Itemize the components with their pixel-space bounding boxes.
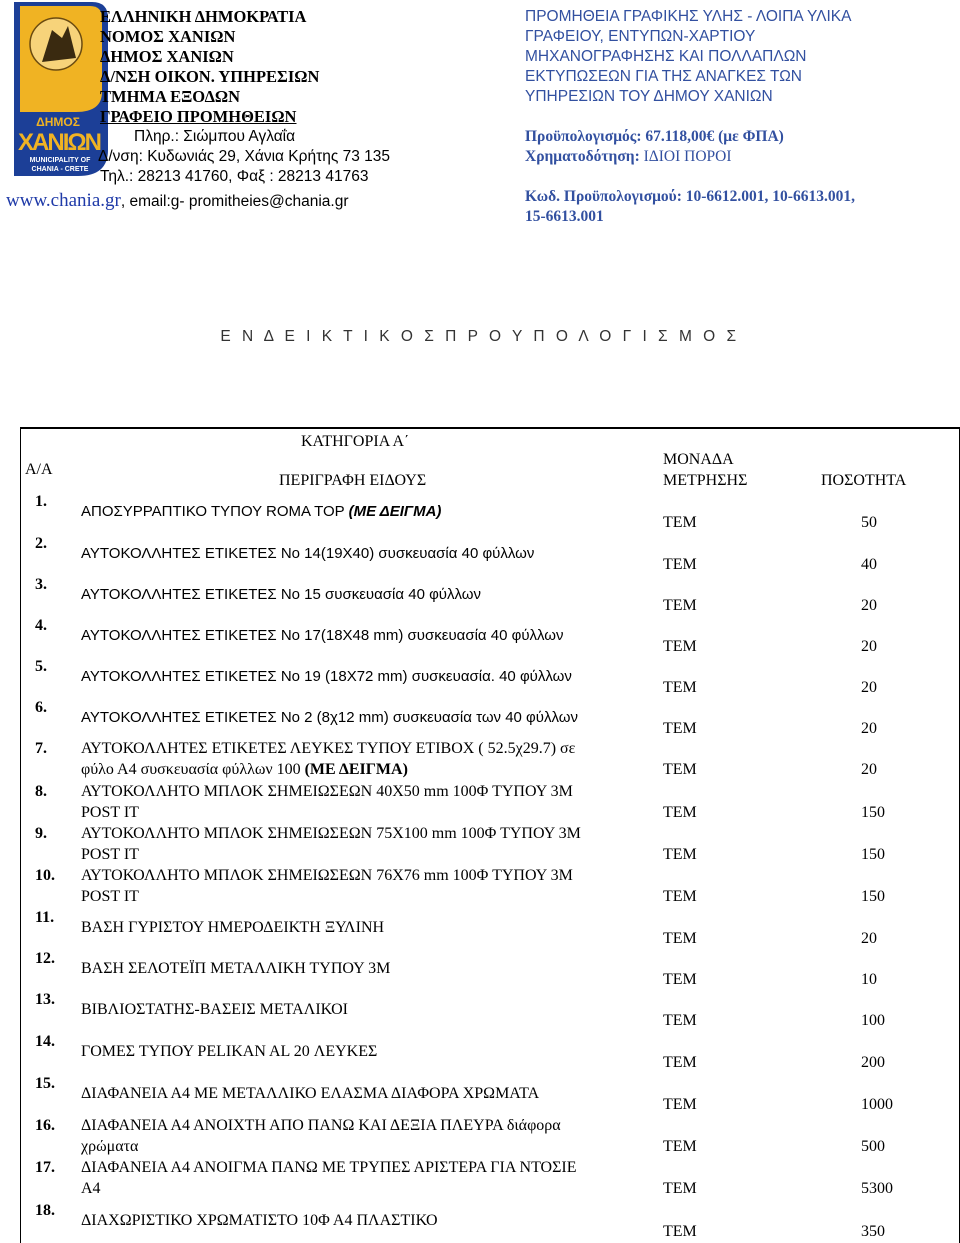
website-link[interactable]: www.chania.gr xyxy=(6,190,121,211)
row-quantity: 40 xyxy=(861,556,877,573)
row-description: ΑΠΟΣΥΡΡΑΠΤΙΚΟ ΤΥΠΟΥ ROMA TOP (ΜΕ ΔΕΙΓΜΑ) xyxy=(81,503,442,520)
row-description: ΑΥΤΟΚΟΛΛΗΤΟ ΜΠΛΟΚ ΣΗΜΕΙΩΣΕΩΝ 75Χ100 mm 100Φ ΤΥΠΟΥ 3Μ xyxy=(81,825,581,842)
row-quantity: 20 xyxy=(861,720,877,737)
svg-text:CHANIA - CRETE: CHANIA - CRETE xyxy=(31,166,89,173)
row-number: 1. xyxy=(35,493,47,510)
department-line: ΤΜΗΜΑ ΕΞΟΔΩΝ xyxy=(100,87,241,106)
row-description-line-2: φύλο Α4 συσκευασία φύλλων 100 (ΜΕ ΔΕΙΓΜΑ) xyxy=(81,761,408,778)
row-unit: ΤΕΜ xyxy=(663,888,697,905)
col-aa-header: Α/Α xyxy=(25,461,53,478)
row-unit: ΤΕΜ xyxy=(663,971,697,988)
budget-label: Προϋπολογισμός: xyxy=(525,128,642,145)
row-description: ΔΙΑΦΑΝΕΙΑ Α4 ΜΕ ΜΕΤΑΛΛΙΚΟ ΕΛΑΣΜΑ ΔΙΑΦΟΡΑ ΧΡΩΜΑΤΑ xyxy=(81,1085,540,1102)
row-unit: ΤΕΜ xyxy=(663,1096,697,1113)
svg-text:MUNICIPALITY OF: MUNICIPALITY OF xyxy=(29,157,91,164)
procurement-title-5: ΥΠΗΡΕΣΙΩΝ ΤΟΥ ΔΗΜΟΥ ΧΑΝΙΩΝ xyxy=(525,88,773,105)
row-number: 11. xyxy=(35,909,55,926)
row-description: ΑΥΤΟΚΟΛΛΗΤΕΣ ΕΤΙΚΕΤΕΣ Νο 19 (18Χ72 mm) συσκευασία. 40 φύλλων xyxy=(81,668,572,685)
row-number: 16. xyxy=(35,1117,55,1134)
row-description: ΑΥΤΟΚΟΛΛΗΤΕΣ ΕΤΙΚΕΤΕΣ Νο 2 (8χ12 mm) συσκευασία των 40 φύλλων xyxy=(81,709,578,726)
row-number: 9. xyxy=(35,825,47,842)
row-quantity: 5300 xyxy=(861,1180,893,1197)
row-description: ΔΙΑΦΑΝΕΙΑ Α4 ΑΝΟΙΧΤΗ ΑΠΟ ΠΑΝΩ ΚΑΙ ΔΕΞΙΑ ΠΛΕΥΡΑ διάφορα xyxy=(81,1117,561,1134)
row-unit: ΤΕΜ xyxy=(663,930,697,947)
row-quantity: 150 xyxy=(861,888,885,905)
row-quantity: 500 xyxy=(861,1138,885,1155)
row-unit: ΤΕΜ xyxy=(663,1180,697,1197)
phone-fax-line: Τηλ.: 28213 41760, Φαξ : 28213 41763 xyxy=(100,168,369,185)
row-number: 2. xyxy=(35,535,47,552)
row-quantity: 100 xyxy=(861,1012,885,1029)
col-quantity-header: ΠΟΣΟΤΗΤΑ xyxy=(821,472,907,489)
row-description: ΒΑΣΗ ΓΥΡΙΣΤΟΥ ΗΜΕΡΟΔΕΙΚΤΗ ΞΥΛΙΝΗ xyxy=(81,919,385,936)
row-unit: ΤΕΜ xyxy=(663,679,697,696)
web-email-line xyxy=(6,190,349,212)
row-description-line-2: POST IT xyxy=(81,846,139,863)
row-quantity: 10 xyxy=(861,971,877,988)
row-number: 12. xyxy=(35,950,55,967)
row-number: 17. xyxy=(35,1159,55,1176)
row-description: ΔΙΑΧΩΡΙΣΤΙΚΟ ΧΡΩΜΑΤΙΣΤΟ 10Φ Α4 ΠΛΑΣΤΙΚΟ xyxy=(81,1212,438,1229)
row-description-line-2: χρώματα xyxy=(81,1138,139,1155)
email-text: , email:g- promitheies@chania.gr xyxy=(120,193,349,210)
row-unit: ΤΕΜ xyxy=(663,1223,697,1240)
row-number: 8. xyxy=(35,783,47,800)
col-unit-header-2: ΜΕΤΡΗΣΗΣ xyxy=(663,472,748,489)
procurement-title-4: ΕΚΤΥΠΩΣΕΩΝ ΓΙΑ ΤΗΣ ΑΝΑΓΚΕΣ ΤΩΝ xyxy=(525,68,802,85)
funding-label: Χρηματοδότηση: xyxy=(525,148,640,165)
prefecture-line: ΝΟΜΟΣ ΧΑΝΙΩΝ xyxy=(100,27,236,46)
row-quantity: 20 xyxy=(861,638,877,655)
row-unit: ΤΕΜ xyxy=(663,1138,697,1155)
row-quantity: 20 xyxy=(861,930,877,947)
budget-value: 67.118,00€ (με ΦΠΑ) xyxy=(645,128,784,145)
sample-note: (ΜΕ ΔΕΙΓΜΑ) xyxy=(304,761,408,778)
budget-code-line-2: 15-6613.001 xyxy=(525,208,604,225)
row-quantity: 200 xyxy=(861,1054,885,1071)
procurement-title-1: ΠΡΟΜΗΘΕΙΑ ΓΡΑΦΙΚΗΣ ΥΛΗΣ - ΛΟΙΠΑ ΥΛΙΚΑ xyxy=(525,8,852,25)
row-quantity: 1000 xyxy=(861,1096,893,1113)
row-number: 5. xyxy=(35,658,47,675)
sample-note: (ΜΕ ΔΕΙΓΜΑ) xyxy=(348,503,442,520)
row-unit: ΤΕΜ xyxy=(663,720,697,737)
budget-line xyxy=(525,127,955,147)
row-unit: ΤΕΜ xyxy=(663,1012,697,1029)
row-quantity: 50 xyxy=(861,514,877,531)
row-description-line-2: POST IT xyxy=(81,888,139,905)
funding-line xyxy=(525,147,955,167)
row-number: 14. xyxy=(35,1033,55,1050)
row-quantity: 150 xyxy=(861,804,885,821)
row-number: 10. xyxy=(35,867,55,884)
row-unit: ΤΕΜ xyxy=(663,638,697,655)
row-description-line-2: Α4 xyxy=(81,1180,101,1197)
indicative-budget-heading: Ε Ν Δ Ε Ι Κ Τ Ι Κ Ο Σ Π Ρ Ο Υ Π Ο Λ Ο Γ Ι Σ Μ Ο Σ xyxy=(220,328,740,345)
row-number: 18. xyxy=(35,1202,55,1219)
row-description: ΑΥΤΟΚΟΛΛΗΤΕΣ ΕΤΙΚΕΤΕΣ Νο 15 συσκευασία 40 φύλλων xyxy=(81,586,481,603)
row-unit: ΤΕΜ xyxy=(663,514,697,531)
row-description: ΒΙΒΛΙΟΣΤΑΤΗΣ-ΒΑΣΕΙΣ ΜΕΤΑΛΙΚΟΙ xyxy=(81,1001,348,1018)
address-line: Δ/νση: Κυδωνιάς 29, Χάνια Κρήτης 73 135 xyxy=(98,148,391,165)
row-unit: ΤΕΜ xyxy=(663,1054,697,1071)
republic-line: ΕΛΛΗΝΙΚΗ ΔΗΜΟΚΡΑΤΙΑ xyxy=(100,7,307,26)
row-quantity: 20 xyxy=(861,761,877,778)
row-unit: ΤΕΜ xyxy=(663,804,697,821)
row-description: ΓΟΜΕΣ ΤΥΠΟΥ PELIKAN AL 20 ΛΕΥΚΕΣ xyxy=(81,1043,378,1060)
items-table xyxy=(20,427,960,1243)
sender-block xyxy=(100,7,540,187)
row-number: 4. xyxy=(35,617,47,634)
row-description: ΑΥΤΟΚΟΛΛΗΤΟ ΜΠΛΟΚ ΣΗΜΕΙΩΣΕΩΝ 76Χ76 mm 100Φ ΤΥΠΟΥ 3Μ xyxy=(81,867,573,884)
directorate-line: Δ/ΝΣΗ ΟΙΚΟΝ. ΥΠΗΡΕΣΙΩΝ xyxy=(100,67,320,86)
svg-text:ΧΑΝΙΩΝ: ΧΑΝΙΩΝ xyxy=(18,129,102,156)
procurement-title-3: ΜΗΧΑΝΟΓΡΑΦΗΣΗΣ ΚΑΙ ΠΟΛΛΑΠΛΩΝ xyxy=(525,48,807,65)
row-number: 13. xyxy=(35,991,55,1008)
row-description: ΑΥΤΟΚΟΛΛΗΤΕΣ ΕΤΙΚΕΤΕΣ ΛΕΥΚΕΣ ΤΥΠΟΥ ΕΤΙΒΟΧ ( 52.5χ29.7) σε xyxy=(81,740,576,757)
procurement-info xyxy=(525,7,955,227)
row-unit: ΤΕΜ xyxy=(663,556,697,573)
row-quantity: 20 xyxy=(861,597,877,614)
row-unit: ΤΕΜ xyxy=(663,597,697,614)
office-line: ΓΡΑΦΕΙΟ ΠΡΟΜΗΘΕΙΩΝ xyxy=(100,107,297,126)
row-unit: ΤΕΜ xyxy=(663,761,697,778)
row-number: 15. xyxy=(35,1075,55,1092)
row-number: 6. xyxy=(35,699,47,716)
row-description: ΑΥΤΟΚΟΛΛΗΤΕΣ ΕΤΙΚΕΤΕΣ Νο 17(18Χ48 mm) συσκευασία 40 φύλλων xyxy=(81,627,564,644)
budget-code-line-1: Κωδ. Προϋπολογισμού: 10-6612.001, 10-6613.001, xyxy=(525,188,855,205)
row-number: 3. xyxy=(35,576,47,593)
col-description-header: ΠΕΡΙΓΡΑΦΗ ΕΙΔΟΥΣ xyxy=(279,472,427,489)
col-unit-header-1: ΜΟΝΑΔΑ xyxy=(663,451,734,468)
row-description: ΑΥΤΟΚΟΛΛΗΤΕΣ ΕΤΙΚΕΤΕΣ Νο 14(19Χ40) συσκευασία 40 φύλλων xyxy=(81,545,535,562)
row-quantity: 20 xyxy=(861,679,877,696)
contact-person: Πληρ.: Σιώμπου Αγλαΐα xyxy=(134,128,296,145)
funding-value: ΙΔΙΟΙ ΠΟΡΟΙ xyxy=(643,148,732,165)
row-description-line-2: POST IT xyxy=(81,804,139,821)
row-unit: ΤΕΜ xyxy=(663,846,697,863)
row-description: ΑΥΤΟΚΟΛΛΗΤΟ ΜΠΛΟΚ ΣΗΜΕΙΩΣΕΩΝ 40Χ50 mm 100Φ ΤΥΠΟΥ 3Μ xyxy=(81,783,573,800)
category-header: ΚΑΤΗΓΟΡΙΑ Α΄ xyxy=(301,433,410,450)
procurement-title-2: ΓΡΑΦΕΙΟΥ, ΕΝΤΥΠΩΝ-ΧΑΡΤΙΟΥ xyxy=(525,28,756,45)
row-description: ΔΙΑΦΑΝΕΙΑ Α4 ΑΝΟΙΓΜΑ ΠΑΝΩ ΜΕ ΤΡΥΠΕΣ ΑΡΙΣΤΕΡΑ ΓΙΑ ΝΤΟΣΙΕ xyxy=(81,1159,577,1176)
row-quantity: 150 xyxy=(861,846,885,863)
row-number: 7. xyxy=(35,740,47,757)
row-quantity: 350 xyxy=(861,1223,885,1240)
row-description: ΒΑΣΗ ΣΕΛΟΤΕΪΠ ΜΕΤΑΛΛΙΚΗ ΤΥΠΟΥ 3Μ xyxy=(81,960,391,977)
svg-text:ΔΗΜΟΣ: ΔΗΜΟΣ xyxy=(36,115,80,129)
municipality-line: ΔΗΜΟΣ ΧΑΝΙΩΝ xyxy=(100,47,234,66)
